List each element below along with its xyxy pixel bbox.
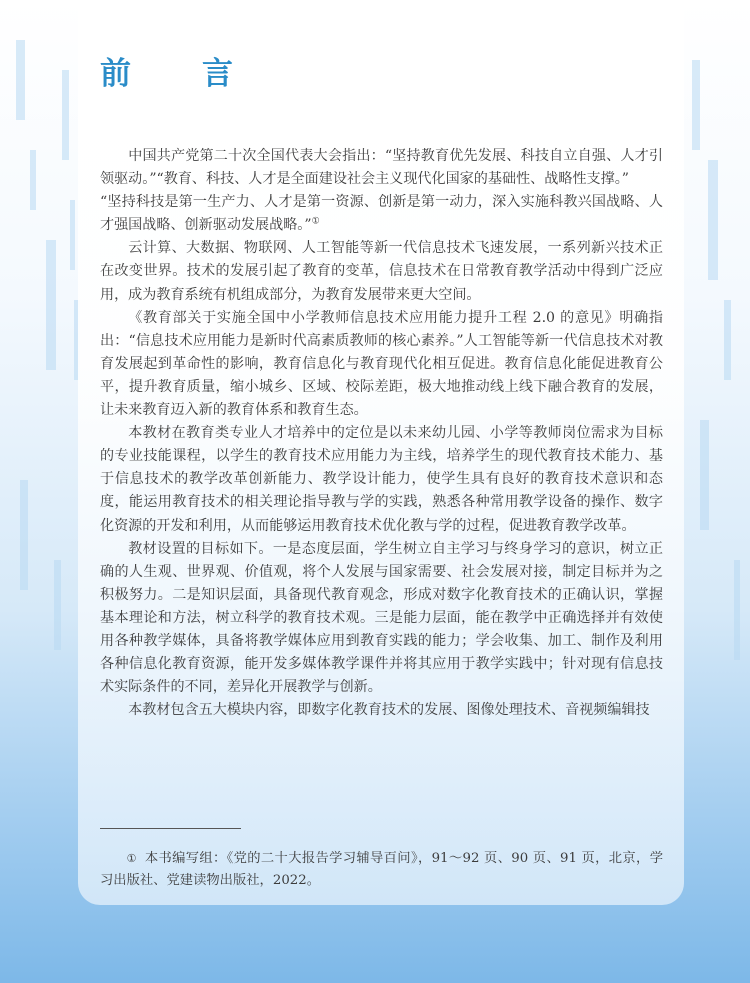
decorative-bar bbox=[708, 160, 718, 280]
paragraph: 本教材在教育类专业人才培养中的定位是以未来幼儿园、小学等教师岗位需求为目标的专业技能课程，以学生的教育技术应用能力为主线，培养学生的现代教育技术能力、基于信息技术的教学改革创新能力、教学设计能力，使学生具有良好的教育技术意识和态度，能运用教育技术的相关理论指导教与学的实践，熟悉各种常用教学设备的操作、数字化资源的开发和利用，从而能够运用教育技术优化教与学的过程，促进教育教学改革。 bbox=[100, 425, 663, 534]
decorative-bar bbox=[46, 240, 56, 370]
paragraph: 本教材包含五大模块内容，即数字化教育技术的发展、图像处理技术、音视频编辑技 bbox=[128, 702, 650, 719]
footnote-divider bbox=[100, 828, 241, 829]
preface-body bbox=[100, 145, 663, 722]
footnote-ref-mark: ① bbox=[311, 216, 320, 227]
paragraph: 教材设置的目标如下。一是态度层面，学生树立自主学习与终身学习的意识，树立正确的人生观、世界观、价值观，将个人发展与国家需要、社会发展对接，制定目标并为之积极努力。二是知识层面，具备现代教育观念，形成对数字化教育技术的正确认识，掌握基本理论和方法，树立科学的教育技术观。三是能力层面，能在教学中正确选择并有效使用各种教学媒体，具备将教学媒体应用到教育实践的能力；学会收集、加工、制作及利用各种信息化教育资源，能开发多媒体教学课件并将其应用于教学实践中；针对现有信息技术实际条件的不同，差异化开展教学与创新。 bbox=[100, 540, 663, 696]
decorative-bar bbox=[70, 200, 75, 270]
paragraph: 《教育部关于实施全国中小学教师信息技术应用能力提升工程 2.0 的意见》明确指出：“信息技术应用能力是新时代高素质教师的核心素养。”人工智能等新一代信息技术对教育发展起到革命性的影响，教育信息化与教育现代化相互促进。教育信息化能促进教育公平，提升教育质量，缩小城乡、区域、校际差距，极大地推动线上线下融合教育的发展，让未来教育迈入新的教育体系和教育生态。 bbox=[100, 309, 663, 419]
footnote-mark: ① bbox=[126, 852, 137, 865]
decorative-bar bbox=[16, 40, 25, 120]
decorative-bar bbox=[734, 560, 740, 660]
decorative-bar bbox=[30, 150, 36, 210]
decorative-bar bbox=[724, 300, 731, 380]
page-title: 前 言 bbox=[100, 56, 253, 92]
decorative-bar bbox=[54, 560, 61, 650]
decorative-bar bbox=[692, 60, 700, 150]
decorative-bar bbox=[700, 420, 709, 530]
decorative-bar bbox=[62, 70, 69, 160]
paragraph: 云计算、大数据、物联网、人工智能等新一代信息技术飞速发展，一系列新兴技术正在改变世界。技术的发展引起了教育的变革，信息技术在日常教育教学活动中得到广泛应用，成为教育系统有机组成部分，为教育发展带来更大空间。 bbox=[100, 240, 663, 303]
footnote-text: 本书编写组：《党的二十大报告学习辅导百问》，91～92 页、90 页、91 页，北京，学习出版社、党建读物出版社，2022。 bbox=[100, 851, 663, 888]
footnote bbox=[100, 848, 663, 892]
paragraph: 中国共产党第二十次全国代表大会指出：“坚持教育优先发展、科技自立自强、人才引领驱动。”“教育、科技、人才是全面建设社会主义现代化国家的基础性、战略性支撑。” bbox=[100, 148, 663, 188]
paragraph: “坚持科技是第一生产力、人才是第一资源、创新是第一动力，深入实施科教兴国战略、人才强国战略、创新驱动发展战略。”① bbox=[100, 194, 663, 234]
decorative-bar bbox=[20, 480, 28, 590]
